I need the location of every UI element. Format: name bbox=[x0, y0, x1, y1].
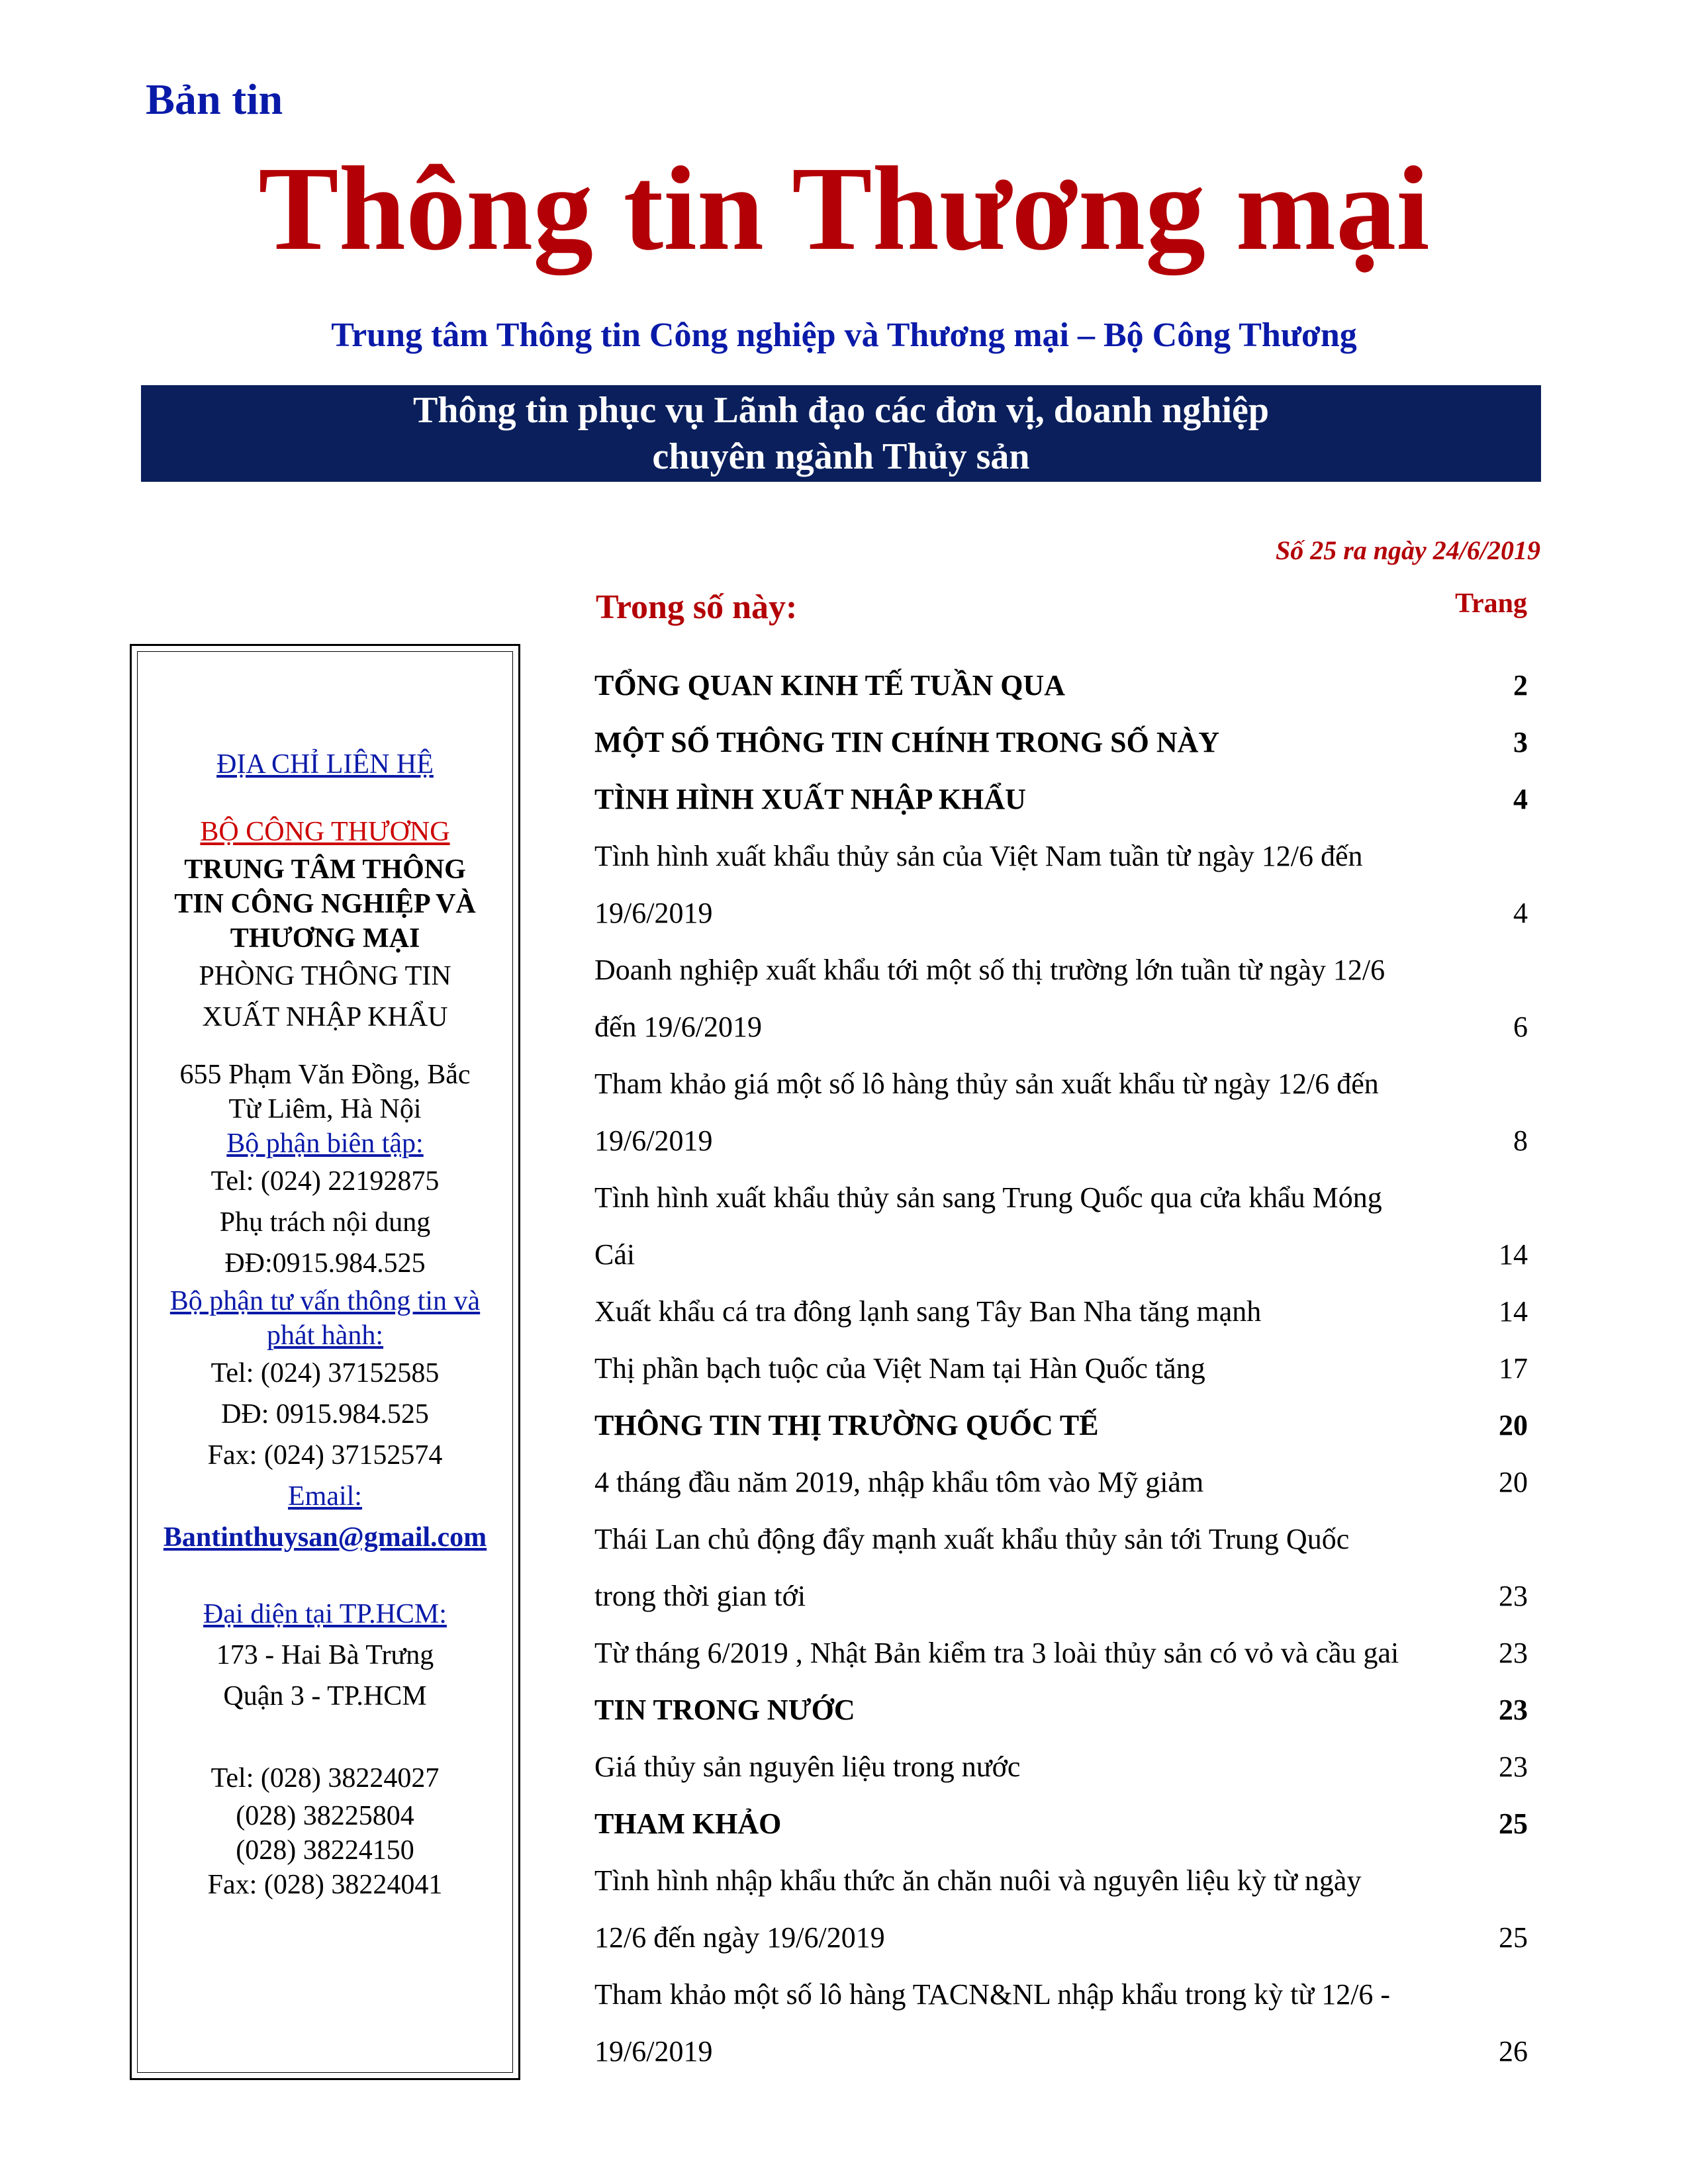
toc-page-number: 26 bbox=[1499, 2035, 1528, 2068]
address-line-2: Từ Liêm, Hà Nội bbox=[228, 1094, 422, 1124]
toc-entry-label: Giá thủy sản nguyên liệu trong nước bbox=[594, 1751, 1021, 1783]
hcm-tel-3: (028) 38224150 bbox=[236, 1835, 414, 1866]
page-title: Thông tin Thương mại bbox=[258, 142, 1430, 275]
editorial-tel: Tel: (024) 22192875 bbox=[211, 1166, 440, 1197]
toc-entry-label-continued: đến 19/6/2019 bbox=[594, 1011, 762, 1043]
content-phone: ĐĐ:0915.984.525 bbox=[224, 1248, 426, 1279]
toc-section-label: TIN TRONG NƯỚC bbox=[594, 1694, 855, 1726]
toc-section[interactable] bbox=[594, 1796, 1528, 1852]
toc-page-number: 4 bbox=[1513, 783, 1528, 815]
toc-page-number: 20 bbox=[1499, 1466, 1528, 1498]
toc-entry[interactable] bbox=[594, 1966, 1528, 2023]
hcm-address-line-2: Quận 3 - TP.HCM bbox=[223, 1681, 427, 1711]
editorial-link[interactable]: Bộ phận biên tập: bbox=[226, 1128, 424, 1159]
center-name-line-2: TIN CÔNG NGHIỆP VÀ bbox=[174, 889, 476, 919]
toc-page-number: 8 bbox=[1513, 1124, 1528, 1157]
issue-number: Số 25 ra ngày 24/6/2019 bbox=[1275, 535, 1540, 565]
toc-entry-label-continued: 19/6/2019 bbox=[594, 1124, 713, 1157]
toc-page-number: 23 bbox=[1499, 1751, 1528, 1783]
toc-entry-label-continued: 19/6/2019 bbox=[594, 2035, 713, 2068]
toc-page-number: 2 bbox=[1513, 669, 1528, 702]
publication-type: Bản tin bbox=[146, 75, 283, 124]
content-lead: Phụ trách nội dung bbox=[219, 1207, 431, 1238]
address-line-1: 655 Phạm Văn Đồng, Bắc bbox=[179, 1060, 471, 1090]
contact-sidebar bbox=[130, 644, 520, 2080]
toc-entry[interactable] bbox=[594, 1625, 1528, 1682]
email-link[interactable]: Bantinthuysan@gmail.com bbox=[163, 1522, 487, 1553]
toc-page-number: 17 bbox=[1499, 1352, 1528, 1385]
toc-section-label: THÔNG TIN THỊ TRƯỜNG QUỐC TẾ bbox=[594, 1409, 1099, 1441]
toc-entry[interactable] bbox=[594, 828, 1528, 885]
ministry-link[interactable]: BỘ CÔNG THƯƠNG bbox=[200, 817, 450, 847]
toc-section-label: TÌNH HÌNH XUẤT NHẬP KHẨU bbox=[594, 783, 1026, 815]
toc-page-number: 4 bbox=[1513, 897, 1528, 929]
table-of-contents bbox=[594, 657, 1528, 2080]
toc-entry-label-continued: 19/6/2019 bbox=[594, 897, 713, 929]
email-label[interactable]: Email: bbox=[288, 1481, 362, 1512]
toc-page-number: 20 bbox=[1499, 1409, 1528, 1441]
toc-entry-continuation[interactable] bbox=[594, 999, 1528, 1056]
toc-section[interactable] bbox=[594, 1682, 1528, 1739]
toc-entry-label-continued: Cái bbox=[594, 1238, 635, 1271]
toc-page-number: 23 bbox=[1499, 1637, 1528, 1669]
toc-entry[interactable] bbox=[594, 942, 1528, 999]
toc-section[interactable] bbox=[594, 714, 1528, 771]
toc-section-label: MỘT SỐ THÔNG TIN CHÍNH TRONG SỐ NÀY bbox=[594, 726, 1220, 758]
toc-entry-label: 4 tháng đầu năm 2019, nhập khẩu tôm vào Mỹ giảm bbox=[594, 1466, 1204, 1498]
advisory-link-line-1[interactable]: Bộ phận tư vấn thông tin và bbox=[169, 1286, 481, 1316]
toc-entry-label: Tình hình xuất khẩu thủy sản sang Trung Quốc qua cửa khẩu Móng bbox=[594, 1181, 1382, 1214]
toc-entry-label: Xuất khẩu cá tra đông lạnh sang Tây Ban Nha tăng mạnh bbox=[594, 1295, 1262, 1328]
toc-entry-label: Doanh nghiệp xuất khẩu tới một số thị trường lớn tuần từ ngày 12/6 bbox=[594, 954, 1385, 986]
toc-entry[interactable] bbox=[594, 1511, 1528, 1568]
toc-entry[interactable] bbox=[594, 1056, 1528, 1113]
toc-entry[interactable] bbox=[594, 1739, 1528, 1796]
advisory-link-line-2[interactable]: phát hành: bbox=[266, 1320, 384, 1351]
toc-entry-label: Từ tháng 6/2019 , Nhật Bản kiểm tra 3 loài thủy sản có vỏ và cầu gai bbox=[594, 1637, 1399, 1669]
toc-section-label: THAM KHẢO bbox=[594, 1807, 782, 1840]
center-name-line-3: THƯƠNG MẠI bbox=[230, 923, 420, 954]
toc-entry-label: Thái Lan chủ động đẩy mạnh xuất khẩu thủy sản tới Trung Quốc bbox=[594, 1523, 1350, 1555]
advisory-fax: Fax: (024) 37152574 bbox=[207, 1440, 443, 1471]
hcm-address-line-1: 173 - Hai Bà Trưng bbox=[216, 1640, 434, 1670]
banner-line-2: chuyên ngành Thủy sản bbox=[652, 436, 1030, 477]
toc-entry-label-continued: 12/6 đến ngày 19/6/2019 bbox=[594, 1921, 885, 1954]
toc-entry[interactable] bbox=[594, 1283, 1528, 1340]
toc-page-number: 3 bbox=[1513, 726, 1528, 758]
toc-entry-label: Thị phần bạch tuộc của Việt Nam tại Hàn Quốc tăng bbox=[594, 1352, 1205, 1385]
advisory-tel: Tel: (024) 37152585 bbox=[211, 1358, 440, 1388]
toc-page-number: 14 bbox=[1499, 1295, 1528, 1328]
toc-entry[interactable] bbox=[594, 1454, 1528, 1511]
contact-heading[interactable]: ĐỊA CHỈ LIÊN HỆ bbox=[216, 749, 434, 780]
toc-page-number: 23 bbox=[1499, 1580, 1528, 1612]
hcm-fax: Fax: (028) 38224041 bbox=[207, 1870, 443, 1900]
toc-section[interactable] bbox=[594, 657, 1528, 714]
advisory-phone: DĐ: 0915.984.525 bbox=[221, 1399, 429, 1430]
toc-entry-label-continued: trong thời gian tới bbox=[594, 1580, 806, 1612]
toc-page-number: 14 bbox=[1499, 1238, 1528, 1271]
toc-page-number: 25 bbox=[1499, 1921, 1528, 1954]
toc-entry-label: Tình hình nhập khẩu thức ăn chăn nuôi và nguyên liệu kỳ từ ngày bbox=[594, 1864, 1362, 1897]
hcm-tel-1: Tel: (028) 38224027 bbox=[211, 1763, 440, 1794]
toc-entry-continuation[interactable] bbox=[594, 1909, 1528, 1966]
banner-line-1: Thông tin phục vụ Lãnh đạo các đơn vị, doanh nghiệp bbox=[412, 390, 1270, 431]
toc-section[interactable] bbox=[594, 771, 1528, 828]
dept-line-2: XUẤT NHẬP KHẨU bbox=[202, 1002, 448, 1032]
dept-line-1: PHÒNG THÔNG TIN bbox=[199, 961, 451, 991]
toc-entry-continuation[interactable] bbox=[594, 1568, 1528, 1625]
toc-entry-continuation[interactable] bbox=[594, 1226, 1528, 1283]
toc-section[interactable] bbox=[594, 1397, 1528, 1454]
toc-entry-continuation[interactable] bbox=[594, 1113, 1528, 1169]
toc-page-number: 6 bbox=[1513, 1011, 1528, 1043]
publisher-subtitle: Trung tâm Thông tin Công nghiệp và Thương mại – Bộ Công Thương bbox=[331, 316, 1357, 354]
hcm-office-link[interactable]: Đại diện tại TP.HCM: bbox=[203, 1599, 447, 1629]
toc-entry-label: Tham khảo giá một số lô hàng thủy sản xuất khẩu từ ngày 12/6 đến bbox=[594, 1068, 1379, 1100]
contact-details bbox=[132, 744, 518, 1902]
toc-entry[interactable] bbox=[594, 1340, 1528, 1397]
toc-entry-continuation[interactable] bbox=[594, 885, 1528, 942]
toc-section-label: TỔNG QUAN KINH TẾ TUẦN QUA bbox=[594, 669, 1066, 702]
toc-entry-label: Tham khảo một số lô hàng TACN&NL nhập khẩu trong kỳ từ 12/6 - bbox=[594, 1978, 1391, 2011]
audience-banner bbox=[141, 385, 1541, 482]
toc-entry-label: Tình hình xuất khẩu thủy sản của Việt Nam tuần từ ngày 12/6 đến bbox=[594, 840, 1363, 872]
toc-entry-continuation[interactable] bbox=[594, 2023, 1528, 2080]
toc-entry[interactable] bbox=[594, 1169, 1528, 1226]
hcm-tel-2: (028) 38225804 bbox=[236, 1801, 414, 1831]
toc-heading: Trong số này: bbox=[596, 588, 798, 626]
toc-page-number: 25 bbox=[1499, 1807, 1528, 1840]
toc-page-column-label: Trang bbox=[1455, 588, 1527, 619]
toc-page-number: 23 bbox=[1499, 1694, 1528, 1726]
center-name-line-1: TRUNG TÂM THÔNG bbox=[184, 854, 466, 885]
toc-entry[interactable] bbox=[594, 1852, 1528, 1909]
